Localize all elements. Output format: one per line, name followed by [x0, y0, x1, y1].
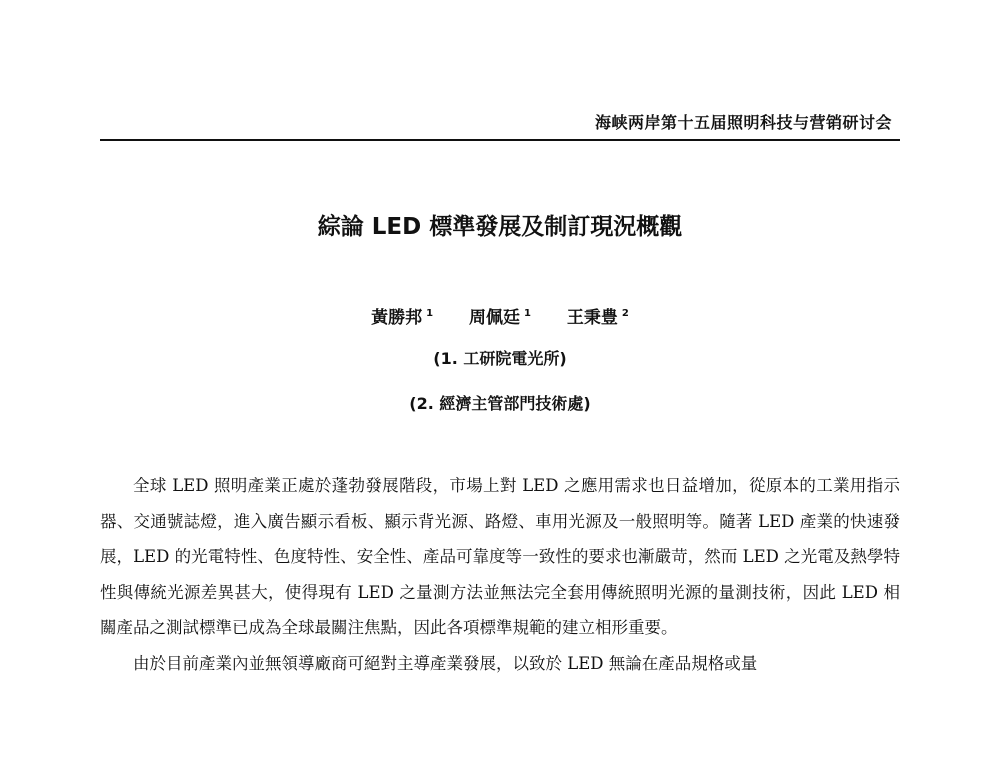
- author-affiliation-mark: 1: [426, 308, 434, 320]
- author-name: 黃勝邦: [371, 308, 423, 328]
- body-text: [100, 468, 900, 681]
- author: [371, 303, 433, 328]
- paragraph: 全球 LED 照明產業正處於蓬勃發展階段，市場上對 LED 之應用需求也日益增加，從原本的工業用指示器、交通號誌燈，進入廣告顯示看板、顯示背光源、路燈、車用光源及一般照明等。隨著 LED 產業的快速發展，LED 的光電特性、色度特性、安全性、產品可靠度等一致性的要求也漸嚴苛，然而 LED 之光電及熱學特性與傳統光源差異甚大，使得現有 LED 之量測方法並無法完全套用傳統照明光源的量測技術，因此 LED 相關產品之測試標準已成為全球最關注焦點，因此各項標準規範的建立相形重要。: [100, 476, 900, 637]
- paragraph: 由於目前產業內並無領導廠商可絕對主導產業發展，以致於 LED 無論在產品規格或量: [133, 653, 758, 673]
- author-name: 周佩廷: [469, 308, 521, 328]
- affiliation: (1. 工研院電光所): [433, 349, 567, 368]
- author-affiliation-mark: 2: [621, 308, 629, 320]
- author: [469, 303, 531, 328]
- conference-header: 海峡两岸第十五届照明科技与营销研讨会: [594, 113, 892, 132]
- affiliation: (2. 經濟主管部門技術處): [409, 394, 591, 413]
- author-affiliation-mark: 1: [524, 308, 531, 320]
- author: [567, 303, 629, 328]
- paper-title: 綜論 LED 標準發展及制訂現況概觀: [317, 214, 683, 240]
- author-name: 王秉豊: [566, 308, 618, 328]
- header-divider: [100, 139, 900, 141]
- author-list: [0, 303, 1000, 328]
